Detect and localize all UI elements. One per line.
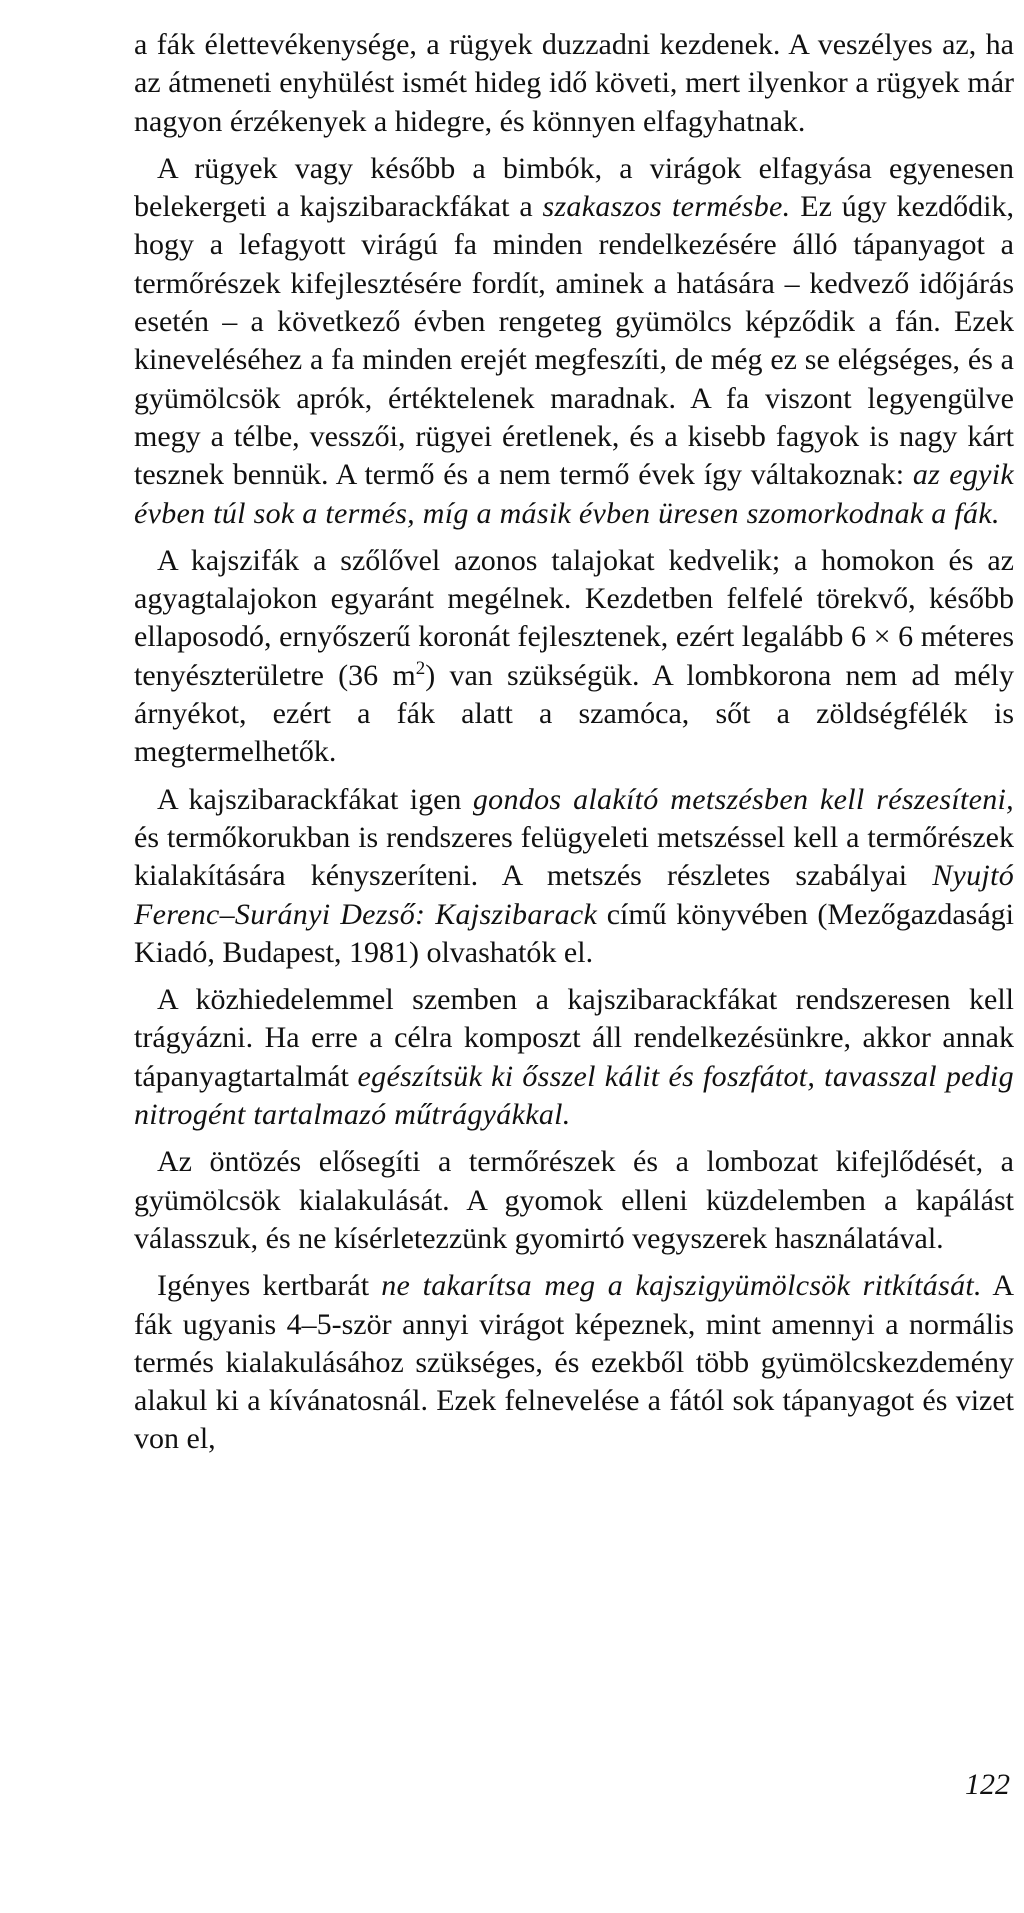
emphasis-text: egészítsük ki ősszel kálit és foszfátot, tavasszal pedig nitrogént tartalmazó műtrágyákkal.: [134, 1059, 1014, 1132]
text-segment: Igényes kertbarát: [157, 1269, 382, 1303]
book-page-body: [134, 26, 1014, 1459]
text-segment: a fák élettevékenysége, a rügyek duzzadni kezdenek. A veszélyes az, ha az átmeneti enyhülést ismét hideg idő követi, mert ilyenkor a rügyek már nagyon érzékenyek a hidegre, és könnyen elfagyhatnak.: [134, 28, 1014, 138]
paragraph-fertilizing: [134, 981, 1014, 1134]
paragraph-alternate-bearing: [134, 150, 1014, 533]
emphasis-text: az egyik évben túl sok a termés, míg a másik évben üresen szomorkodnak a fák.: [134, 458, 1014, 530]
emphasis-text: szakaszos termésbe.: [542, 190, 791, 224]
text-segment: A fák ugyanis 4–5-ször annyi virágot képeznek, mint amennyi a normális termés kialakulásához szükséges, és ezekből több gyümölcskezdemény alakul ki a kívánatosnál. Ezek felnevelése a fától sok tápanyagot és vizet von el,: [134, 1269, 1014, 1456]
page-number: 122: [965, 1768, 1010, 1801]
paragraph-pruning: [134, 781, 1014, 972]
text-segment: A kajszibarackfákat igen: [157, 782, 473, 816]
text-segment: című könyvében (Mezőgazdasági Kiadó, Budapest, 1981) olvashatók el.: [134, 897, 1015, 969]
book-reference: Nyujtó Ferenc–Surányi Dezső: Kajszibarack: [134, 859, 1014, 931]
paragraph-soil-spacing: [134, 542, 1014, 772]
paragraph-irrigation: [134, 1143, 1014, 1258]
superscript-text: 2: [415, 657, 426, 679]
emphasis-text: ne takarítsa meg a kajszigyümölcsök ritkítását.: [381, 1269, 982, 1303]
text-segment: és termőkorukban is rendszeres felügyeleti metszéssel kell a termőrészek kialakítására kényszeríteni. A metszés részletes szabályai: [134, 820, 1014, 893]
text-segment: Ez úgy kezdődik, hogy a lefagyott virágú fa minden rendelkezésére álló tápanyagot a termőrészek kifejlesztésére fordít, aminek a hatására – kedvező időjárás esetén – a következő évben rengeteg gyümölcs képződik a fán. Ezek kineveléséhez a fa minden erejét megfeszíti, de még ez se elégséges, és a gyümölcsök aprók, értéktelenek maradnak. A fa viszont legyengülve megy a télbe, vesszői, rügyei éretlenek, és a kisebb fagyok is nagy kárt tesznek bennük. A termő és a nem termő évek így váltakoznak:: [134, 190, 1015, 492]
emphasis-text: gondos alakító metszésben kell részesíteni,: [472, 782, 1014, 816]
text-segment: Az öntözés elősegíti a termőrészek és a lombozat kifejlődését, a gyümölcsök kialakulását. A gyomok elleni küzdelemben a kapálást válasszuk, és ne kísérletezzünk gyomirtó vegyszerek használatával.: [134, 1145, 1014, 1255]
text-segment: A közhiedelemmel szemben a kajszibarackfákat rendszeresen kell trágyázni. Ha erre a célra komposzt áll rendelkezésünkre, akkor annak tápanyagtartalmát: [134, 983, 1014, 1093]
paragraph-thinning: [134, 1267, 1014, 1458]
text-segment: A rügyek vagy később a bimbók, a virágok elfagyása egyenesen belekergeti a kajszibarackfákat a: [134, 151, 1014, 224]
paragraph-frost-danger: [134, 26, 1014, 141]
text-segment: ) van szükségük. A lombkorona nem ad mély árnyékot, ezért a fák alatt a szamóca, sőt a zöldségfélék is megtermelhetők.: [134, 658, 1014, 769]
text-segment: A kajszifák a szőlővel azonos talajokat kedvelik; a homokon és az agyagtalajokon egyaránt megélnek. Kezdetben felfelé törekvő, később ellaposodó, ernyőszerű koronát fejlesztenek, ezért legalább 6 × 6 méteres tenyészterületre (36 m: [134, 543, 1014, 692]
